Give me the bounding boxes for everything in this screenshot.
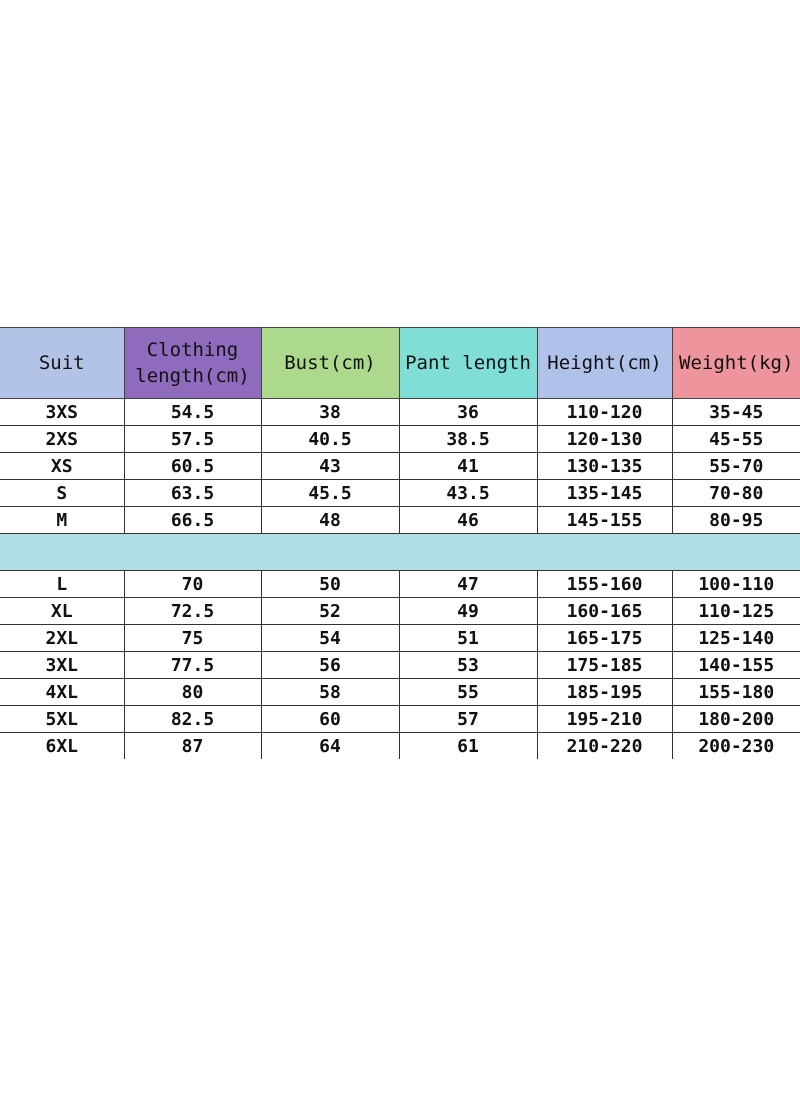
header-suit: Suit [0, 328, 124, 399]
clothing-length-cell: 75 [124, 625, 261, 652]
pant-length-cell: 55 [399, 679, 537, 706]
height-cell: 165-175 [537, 625, 672, 652]
table-row [0, 652, 800, 679]
bust-cell: 50 [261, 571, 399, 598]
pant-length-cell: 57 [399, 706, 537, 733]
size-cell: XL [0, 598, 124, 625]
size-cell: 6XL [0, 733, 124, 760]
size-cell: L [0, 571, 124, 598]
size-cell: 3XS [0, 399, 124, 426]
table-row [0, 571, 800, 598]
size-chart-header [0, 328, 800, 399]
table-row [0, 679, 800, 706]
size-cell: XS [0, 453, 124, 480]
height-cell: 145-155 [537, 507, 672, 534]
table-row [0, 598, 800, 625]
weight-cell: 70-80 [672, 480, 800, 507]
weight-cell: 100-110 [672, 571, 800, 598]
bust-cell: 56 [261, 652, 399, 679]
weight-cell: 110-125 [672, 598, 800, 625]
height-cell: 160-165 [537, 598, 672, 625]
bust-cell: 58 [261, 679, 399, 706]
weight-cell: 180-200 [672, 706, 800, 733]
height-cell: 130-135 [537, 453, 672, 480]
height-cell: 175-185 [537, 652, 672, 679]
clothing-length-cell: 66.5 [124, 507, 261, 534]
pant-length-cell: 36 [399, 399, 537, 426]
size-cell: M [0, 507, 124, 534]
pant-length-cell: 43.5 [399, 480, 537, 507]
weight-cell: 35-45 [672, 399, 800, 426]
bust-cell: 48 [261, 507, 399, 534]
height-cell: 185-195 [537, 679, 672, 706]
clothing-length-cell: 60.5 [124, 453, 261, 480]
header-height: Height(cm) [537, 328, 672, 399]
weight-cell: 200-230 [672, 733, 800, 760]
weight-cell: 45-55 [672, 426, 800, 453]
size-chart-table [0, 327, 800, 759]
table-row [0, 625, 800, 652]
bust-cell: 54 [261, 625, 399, 652]
pant-length-cell: 53 [399, 652, 537, 679]
size-cell: 4XL [0, 679, 124, 706]
pant-length-cell: 46 [399, 507, 537, 534]
separator-band-cell [0, 534, 800, 571]
weight-cell: 125-140 [672, 625, 800, 652]
header-pant-length: Pant length [399, 328, 537, 399]
table-row [0, 733, 800, 760]
clothing-length-cell: 70 [124, 571, 261, 598]
bust-cell: 40.5 [261, 426, 399, 453]
pant-length-cell: 49 [399, 598, 537, 625]
header-weight: Weight(kg) [672, 328, 800, 399]
weight-cell: 155-180 [672, 679, 800, 706]
header-clothing-length-label: Clothing length(cm) [135, 339, 250, 387]
table-row [0, 706, 800, 733]
weight-cell: 140-155 [672, 652, 800, 679]
header-row [0, 328, 800, 399]
bust-cell: 43 [261, 453, 399, 480]
clothing-length-cell: 63.5 [124, 480, 261, 507]
table-row [0, 453, 800, 480]
clothing-length-cell: 77.5 [124, 652, 261, 679]
weight-cell: 55-70 [672, 453, 800, 480]
bust-cell: 64 [261, 733, 399, 760]
table-row [0, 399, 800, 426]
bust-cell: 38 [261, 399, 399, 426]
pant-length-cell: 51 [399, 625, 537, 652]
height-cell: 210-220 [537, 733, 672, 760]
bust-cell: 52 [261, 598, 399, 625]
table-row [0, 426, 800, 453]
height-cell: 195-210 [537, 706, 672, 733]
height-cell: 110-120 [537, 399, 672, 426]
weight-cell: 80-95 [672, 507, 800, 534]
pant-length-cell: 41 [399, 453, 537, 480]
clothing-length-cell: 72.5 [124, 598, 261, 625]
table-row [0, 507, 800, 534]
size-cell: 3XL [0, 652, 124, 679]
clothing-length-cell: 54.5 [124, 399, 261, 426]
height-cell: 120-130 [537, 426, 672, 453]
clothing-length-cell: 57.5 [124, 426, 261, 453]
bust-cell: 45.5 [261, 480, 399, 507]
clothing-length-cell: 87 [124, 733, 261, 760]
header-bust: Bust(cm) [261, 328, 399, 399]
bust-cell: 60 [261, 706, 399, 733]
size-cell: 5XL [0, 706, 124, 733]
pant-length-cell: 38.5 [399, 426, 537, 453]
header-clothing-length [124, 328, 261, 399]
size-cell: S [0, 480, 124, 507]
pant-length-cell: 47 [399, 571, 537, 598]
pant-length-cell: 61 [399, 733, 537, 760]
clothing-length-cell: 82.5 [124, 706, 261, 733]
height-cell: 155-160 [537, 571, 672, 598]
height-cell: 135-145 [537, 480, 672, 507]
size-chart-body [0, 399, 800, 760]
size-cell: 2XS [0, 426, 124, 453]
size-cell: 2XL [0, 625, 124, 652]
clothing-length-cell: 80 [124, 679, 261, 706]
table-row [0, 480, 800, 507]
separator-band [0, 534, 800, 571]
